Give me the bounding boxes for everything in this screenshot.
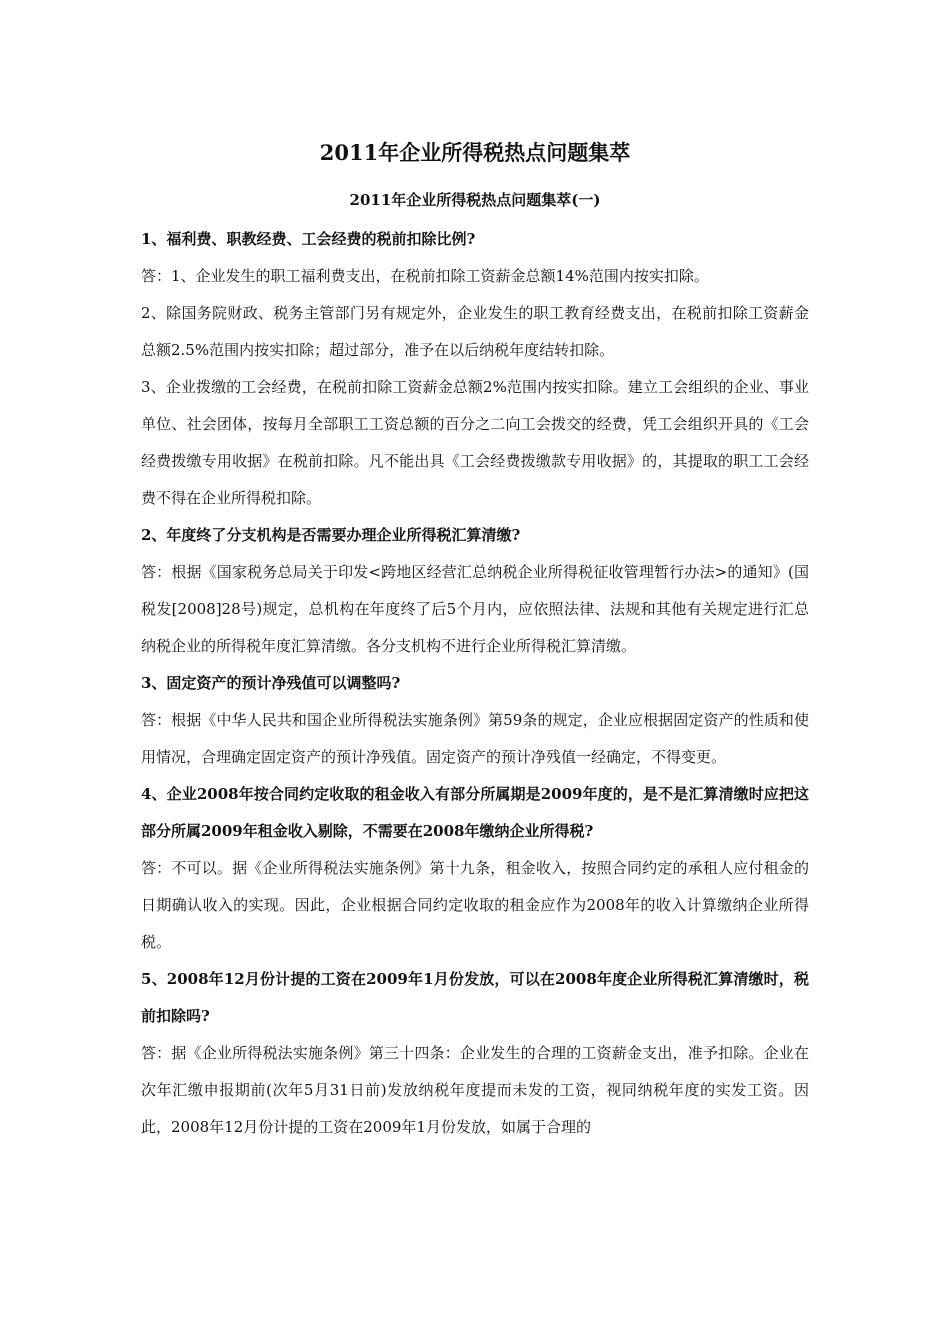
answer-5: 答：据《企业所得税法实施条例》第三十四条：企业发生的合理的工资薪金支出，准予扣除。企业在次年汇缴申报期前(次年5月31日前)发放纳税年度提而未发的工资，视同纳税年度的实发工资。因此，2008年12月份计提的工资在2009年1月份发放，如属于合理的 — [141, 1044, 809, 1136]
answer-2: 答：根据《国家税务总局关于印发<跨地区经营汇总纳税企业所得税征收管理暂行办法>的通知》(国税发[2008]28号)规定，总机构在年度终了后5个月内，应依照法律、法规和其他有关规定进行汇总纳税企业的所得税年度汇算清缴。各分支机构不进行企业所得税汇算清缴。 — [141, 563, 809, 655]
answer-4: 答：不可以。据《企业所得税法实施条例》第十九条，租金收入，按照合同约定的承租人应付租金的日期确认收入的实现。因此，企业根据合同约定收取的租金应作为2008年的收入计算缴纳企业所得税。 — [141, 859, 809, 951]
question-2: 2、年度终了分支机构是否需要办理企业所得税汇算清缴? — [141, 526, 521, 544]
document-subtitle: 2011年企业所得税热点问题集萃(一) — [349, 191, 601, 209]
question-5: 5、2008年12月份计提的工资在2009年1月份发放，可以在2008年度企业所得税汇算清缴时，税前扣除吗? — [141, 970, 809, 1025]
document-body — [141, 221, 809, 1146]
question-3: 3、固定资产的预计净残值可以调整吗? — [141, 674, 401, 692]
question-1: 1、福利费、职教经费、工会经费的税前扣除比例? — [141, 230, 476, 248]
answer-1-part-1: 答：1、企业发生的职工福利费支出，在税前扣除工资薪金总额14%范围内按实扣除。 — [141, 267, 709, 285]
answer-1-part-2: 2、除国务院财政、税务主管部门另有规定外，企业发生的职工教育经费支出，在税前扣除工资薪金总额2.5%范围内按实扣除；超过部分，准予在以后纳税年度结转扣除。 — [141, 304, 809, 359]
answer-1-part-3: 3、企业拨缴的工会经费，在税前扣除工资薪金总额2%范围内按实扣除。建立工会组织的企业、事业单位、社会团体，按每月全部职工工资总额的百分之二向工会拨交的经费，凭工会组织开具的《工会经费拨缴专用收据》在税前扣除。凡不能出具《工会经费拨缴款专用收据》的，其提取的职工工会经费不得在企业所得税扣除。 — [141, 378, 809, 507]
document-title: 2011年企业所得税热点问题集萃 — [319, 140, 631, 165]
question-4: 4、企业2008年按合同约定收取的租金收入有部分所属期是2009年度的，是不是汇算清缴时应把这部分所属2009年租金收入剔除，不需要在2008年缴纳企业所得税? — [141, 785, 809, 840]
answer-3: 答：根据《中华人民共和国企业所得税法实施条例》第59条的规定，企业应根据固定资产的性质和使用情况，合理确定固定资产的预计净残值。固定资产的预计净残值一经确定，不得变更。 — [141, 711, 809, 766]
